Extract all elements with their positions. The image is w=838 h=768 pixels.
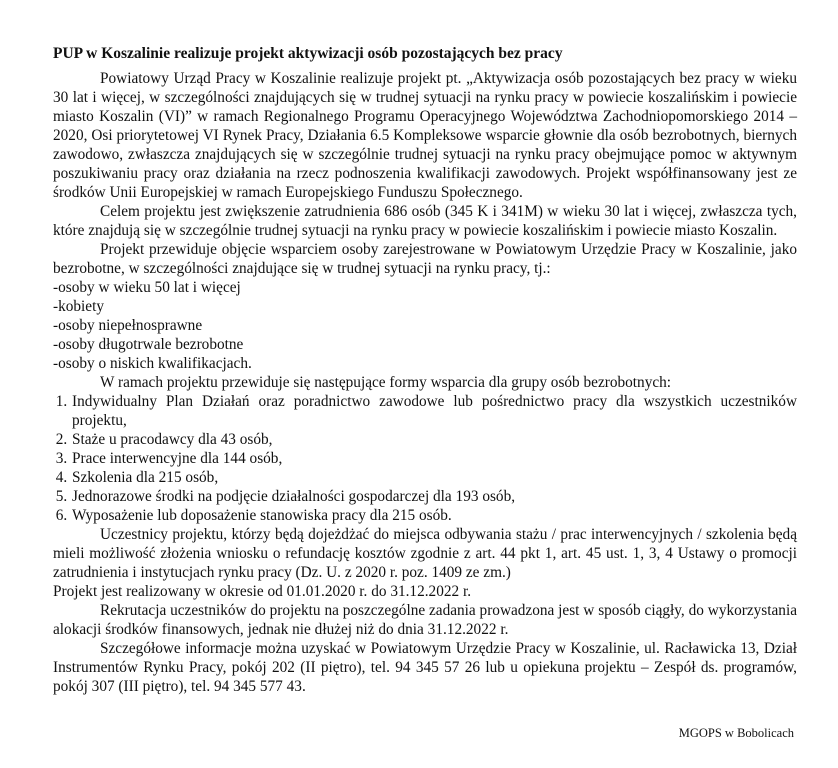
list-item: 5. Jednorazowe środki na podjęcie działalności gospodarczej dla 193 osób, [71,487,797,506]
article-title: PUP w Koszalinie realizuje projekt aktywizacji osób pozostających bez pracy [53,45,563,62]
list-item: -osoby o niskich kwalifikacjach. [53,355,252,372]
signature: MGOPS w Bobolicach [678,726,794,740]
support-forms-list [53,392,797,525]
list-item: 1. Indywidualny Plan Działań oraz poradnictwo zawodowe lub pośrednictwo pracy dla wszystkich uczestników projektu, [71,392,797,430]
list-item: 2. Staże u pracodawcy dla 43 osób, [71,430,797,449]
article-body [53,69,797,696]
paragraph-period: Projekt jest realizowany w okresie od 01.01.2020 r. do 31.12.2022 r. [53,583,472,600]
list-item: -osoby długotrwale bezrobotne [53,336,244,353]
paragraph-target-groups: Projekt przewiduje objęcie wsparciem osoby zarejestrowane w Powiatowym Urzędzie Pracy w Koszalinie, jako bezrobotne, w szczególności znajdujące się w trudnej sytuacji na rynku pracy, tj.: [53,241,797,277]
list-item: -kobiety [53,298,104,315]
target-groups-list [53,278,797,373]
list-item: -osoby w wieku 50 lat i więcej [53,279,241,296]
paragraph-refund: Uczestnicy projektu, którzy będą dojeżdżać do miejsca odbywania stażu / prac interwencyjnych / szkolenia będą mieli możliwość złożenia wniosku o refundację kosztów zgodnie z art. 44 pkt 1, art. 45 ust. 1, 3, 4 Ustawy o promocji zatrudnienia i instytucjach rynku pracy (Dz. U. z 2020 r. poz. 1409 ze zm.) [53,526,797,581]
list-item: 3. Prace interwencyjne dla 144 osób, [71,449,797,468]
paragraph-goal: Celem projektu jest zwiększenie zatrudnienia 686 osób (345 K i 341M) w wieku 30 lat i więcej, zwłaszcza tych, które znajdują się w szczególnie trudnej sytuacji na rynku pracy w powiecie koszalińskim i powiecie miasto Koszalin. [53,203,797,239]
paragraph-support-forms: W ramach projektu przewiduje się następujące formy wsparcia dla grupy osób bezrobotnych: [100,374,672,391]
list-item: 6. Wyposażenie lub doposażenie stanowiska pracy dla 215 osób. [71,506,797,525]
paragraph-intro: Powiatowy Urząd Pracy w Koszalinie realizuje projekt pt. „Aktywizacja osób pozostających bez pracy w wieku 30 lat i więcej, w szczególności znajdujących się w trudnej sytuacji na rynku pracy w powiecie koszalińskim i powiecie miasto Koszalin (VI)” w ramach Regionalnego Programu Operacyjnego Województwa Zachodniopomorskiego 2014 – 2020, Osi priorytetowej VI Rynek Pracy, Działania 6.5 Kompleksowe wsparcie głownie dla osób bezrobotnych, biernych zawodowo, zwłaszcza znajdujących się w szczególnie trudnej sytuacji na rynku pracy obejmujące pomoc w aktywnym poszukiwaniu pracy oraz działania na rzecz podnoszenia kwalifikacji zawodowych. Projekt współfinansowany jest ze środków Unii Europejskiej w ramach Europejskiego Funduszu Społecznego. [53,70,797,201]
paragraph-recruitment: Rekrutacja uczestników do projektu na poszczególne zadania prowadzona jest w sposób ciągły, do wykorzystania alokacji środków finansowych, jednak nie dłużej niż do dnia 31.12.2022 r. [53,602,797,638]
list-item: 4. Szkolenia dla 215 osób, [71,468,797,487]
list-item: -osoby niepełnosprawne [53,317,203,334]
paragraph-contact: Szczegółowe informacje można uzyskać w Powiatowym Urzędzie Pracy w Koszalinie, ul. Racławicka 13, Dział Instrumentów Rynku Pracy, pokój 202 (II piętro), tel. 94 345 57 26 lub u opiekuna projektu – Zespół ds. programów, pokój 307 (III piętro), tel. 94 345 577 43. [53,640,797,695]
